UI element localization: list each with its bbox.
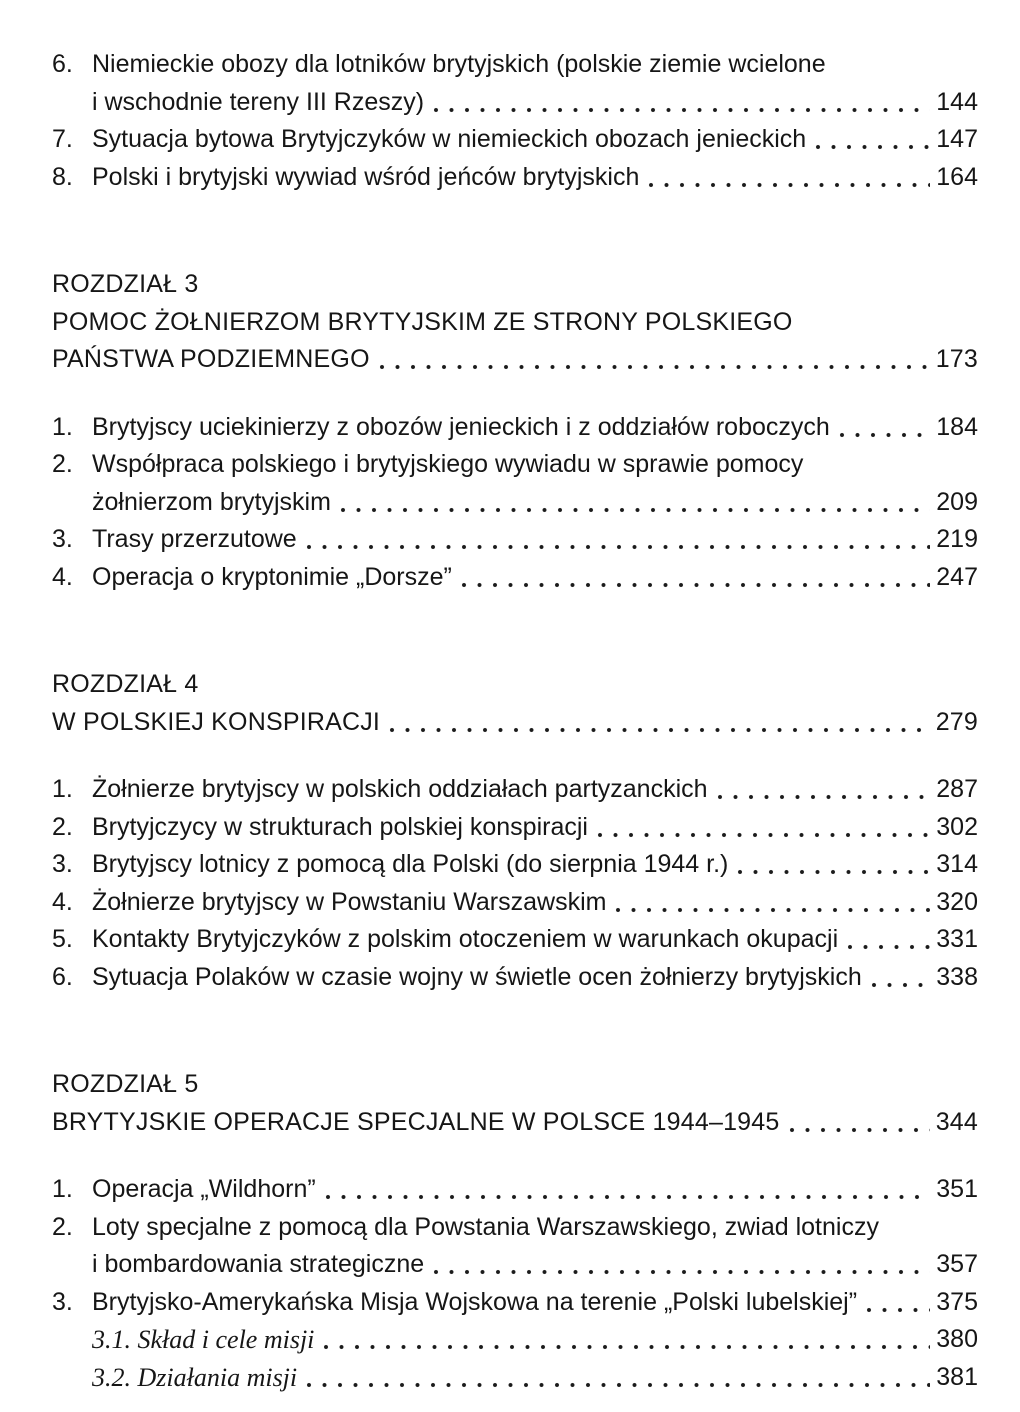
toc-entry bbox=[52, 521, 978, 559]
entry-text-block bbox=[92, 809, 978, 847]
toc-section bbox=[52, 1171, 978, 1396]
chapter-page-number: 344 bbox=[935, 1107, 978, 1136]
entry-text: Niemieckie obozy dla lotników brytyjskich (polskie ziemie wcielone bbox=[92, 50, 826, 78]
toc-entry bbox=[52, 409, 978, 447]
entry-line bbox=[92, 46, 978, 84]
toc-entry bbox=[52, 884, 978, 922]
entry-page-number: 247 bbox=[936, 562, 978, 591]
dot-leader bbox=[389, 704, 930, 742]
entry-text: Operacja o kryptonimie „Dorsze” bbox=[92, 562, 452, 591]
entry-text-block bbox=[92, 1284, 978, 1322]
chapter-heading bbox=[52, 266, 978, 379]
toc-entry bbox=[52, 1171, 978, 1209]
entry-line bbox=[92, 446, 978, 484]
dot-leader bbox=[306, 521, 930, 559]
dot-leader bbox=[789, 1104, 931, 1142]
entry-number: 1. bbox=[52, 1175, 73, 1203]
dot-leader bbox=[340, 484, 930, 522]
entry-page-number: 375 bbox=[936, 1287, 978, 1316]
entry-text: Sytuacja Polaków w czasie wojny w świetle ocen żołnierzy brytyjskich bbox=[92, 962, 862, 991]
entry-line bbox=[92, 959, 978, 997]
entry-text-block bbox=[92, 921, 978, 959]
entry-text-block bbox=[92, 409, 978, 447]
entry-text: Trasy przerzutowe bbox=[92, 525, 297, 553]
entry-text: Polski i brytyjski wywiad wśród jeńców brytyjskich bbox=[92, 162, 640, 191]
entry-page-number: 209 bbox=[936, 487, 978, 516]
entry-page-number: 320 bbox=[936, 887, 978, 916]
toc-entry bbox=[52, 1359, 978, 1397]
toc-section bbox=[52, 46, 978, 196]
entry-number: 5. bbox=[52, 925, 73, 953]
chapter-heading bbox=[52, 1066, 978, 1141]
chapter-title-line: POMOC ŻOŁNIERZOM BRYTYJSKIM ZE STRONY POLSKIEGO bbox=[52, 307, 793, 336]
toc-entry bbox=[52, 1321, 978, 1359]
dot-leader bbox=[847, 921, 930, 959]
dot-leader bbox=[839, 409, 930, 447]
toc-section bbox=[52, 771, 978, 996]
entry-number: 2. bbox=[52, 812, 73, 841]
toc-entry bbox=[52, 121, 978, 159]
entry-number: 7. bbox=[52, 125, 73, 153]
entry-line bbox=[92, 809, 978, 847]
chapter-page-number: 173 bbox=[935, 345, 978, 373]
entry-text-block bbox=[92, 1321, 978, 1359]
chapter-title-line: BRYTYJSKIE OPERACJE SPECJALNE W POLSCE 1944–1945 bbox=[52, 1107, 780, 1136]
entry-text: Brytyjczycy w strukturach polskiej konspiracji bbox=[92, 812, 588, 841]
entry-line bbox=[92, 846, 978, 884]
entry-line bbox=[92, 484, 978, 522]
entry-line bbox=[92, 1359, 978, 1397]
entry-line bbox=[92, 521, 978, 559]
toc-entry bbox=[52, 771, 978, 809]
entry-page-number: 351 bbox=[936, 1175, 978, 1203]
entry-text: Brytyjsko-Amerykańska Misja Wojskowa na terenie „Polski lubelskiej” bbox=[92, 1287, 858, 1316]
entry-text: 3.2. Działania misji bbox=[92, 1362, 298, 1392]
chapter-title-row bbox=[52, 341, 978, 379]
entry-line bbox=[92, 1209, 978, 1247]
entry-page-number: 314 bbox=[936, 850, 978, 878]
entry-text: Brytyjscy uciekinierzy z obozów jenieckich i z oddziałów roboczych bbox=[92, 412, 830, 441]
entry-line bbox=[92, 921, 978, 959]
entry-page-number: 144 bbox=[936, 87, 978, 116]
entry-number: 4. bbox=[52, 887, 73, 916]
chapter-title-row bbox=[52, 704, 978, 742]
entry-text-block bbox=[92, 884, 978, 922]
entry-number: 1. bbox=[52, 412, 73, 441]
entry-text-block bbox=[92, 1359, 978, 1397]
chapter-heading bbox=[52, 666, 978, 741]
dot-leader bbox=[306, 1359, 930, 1397]
dot-leader bbox=[866, 1284, 930, 1322]
entry-line bbox=[92, 884, 978, 922]
entry-text: Współpraca polskiego i brytyjskiego wywiadu w sprawie pomocy bbox=[92, 450, 804, 478]
entry-page-number: 184 bbox=[936, 412, 978, 441]
entry-text-block bbox=[92, 846, 978, 884]
entry-line bbox=[92, 159, 978, 197]
toc-entry bbox=[52, 846, 978, 884]
dot-leader bbox=[815, 121, 930, 159]
entry-line bbox=[92, 1246, 978, 1284]
entry-text: Brytyjscy lotnicy z pomocą dla Polski (do sierpnia 1944 r.) bbox=[92, 850, 729, 878]
entry-number: 6. bbox=[52, 962, 73, 991]
entry-text: Żołnierze brytyjscy w Powstaniu Warszawskim bbox=[92, 887, 607, 916]
entry-line bbox=[92, 559, 978, 597]
entry-text: Kontakty Brytyjczyków z polskim otoczeniem w warunkach okupacji bbox=[92, 925, 839, 953]
entry-text-block bbox=[92, 121, 978, 159]
entry-line bbox=[92, 121, 978, 159]
entry-text-block bbox=[92, 521, 978, 559]
chapter-label: ROZDZIAŁ 3 bbox=[52, 270, 199, 298]
toc-entry bbox=[52, 809, 978, 847]
entry-text-block bbox=[92, 46, 978, 121]
chapter-label: ROZDZIAŁ 5 bbox=[52, 1070, 199, 1098]
entry-page-number: 331 bbox=[936, 925, 978, 953]
entry-text-block bbox=[92, 446, 978, 521]
entry-text-block bbox=[92, 959, 978, 997]
entry-page-number: 287 bbox=[936, 775, 978, 803]
entry-text: 3.1. Skład i cele misji bbox=[92, 1325, 315, 1354]
entry-number: 3. bbox=[52, 1287, 73, 1316]
toc-entry bbox=[52, 46, 978, 121]
toc-entry bbox=[52, 1284, 978, 1322]
toc-entry bbox=[52, 959, 978, 997]
dot-leader bbox=[323, 1321, 930, 1359]
entry-text: żołnierzom brytyjskim bbox=[92, 487, 331, 516]
entry-number: 1. bbox=[52, 775, 73, 803]
entry-line bbox=[92, 1284, 978, 1322]
chapter-page-number: 279 bbox=[935, 707, 978, 736]
entry-number: 2. bbox=[52, 450, 73, 478]
toc-section bbox=[52, 409, 978, 597]
toc-entry bbox=[52, 559, 978, 597]
entry-page-number: 380 bbox=[936, 1325, 978, 1353]
toc-entry bbox=[52, 159, 978, 197]
entry-number: 8. bbox=[52, 162, 73, 191]
entry-page-number: 381 bbox=[936, 1362, 978, 1391]
dot-leader bbox=[615, 884, 930, 922]
toc-entry bbox=[52, 1209, 978, 1284]
dot-leader bbox=[379, 341, 930, 379]
entry-page-number: 338 bbox=[936, 962, 978, 991]
chapter-label: ROZDZIAŁ 4 bbox=[52, 670, 199, 698]
entry-number: 6. bbox=[52, 50, 73, 78]
dot-leader bbox=[433, 84, 930, 122]
entry-text: i bombardowania strategiczne bbox=[92, 1250, 425, 1278]
entry-text: Operacja „Wildhorn” bbox=[92, 1175, 316, 1203]
entry-text: Sytuacja bytowa Brytyjczyków w niemieckich obozach jenieckich bbox=[92, 125, 807, 153]
dot-leader bbox=[325, 1171, 930, 1209]
entry-line bbox=[92, 1171, 978, 1209]
entry-line bbox=[92, 771, 978, 809]
chapter-title-row bbox=[52, 1104, 978, 1142]
chapter-title-line: PAŃSTWA PODZIEMNEGO bbox=[52, 345, 370, 373]
entry-number: 4. bbox=[52, 562, 73, 591]
entry-number: 2. bbox=[52, 1212, 73, 1241]
entry-page-number: 302 bbox=[936, 812, 978, 841]
entry-page-number: 219 bbox=[936, 525, 978, 553]
dot-leader bbox=[433, 1246, 930, 1284]
entry-text-block bbox=[92, 159, 978, 197]
entry-text-block bbox=[92, 559, 978, 597]
dot-leader bbox=[717, 771, 930, 809]
entry-text-block bbox=[92, 1171, 978, 1209]
entry-page-number: 357 bbox=[936, 1250, 978, 1278]
toc-entry bbox=[52, 446, 978, 521]
entry-number: 3. bbox=[52, 525, 73, 553]
entry-text: i wschodnie tereny III Rzeszy) bbox=[92, 87, 425, 116]
entry-line bbox=[92, 1321, 978, 1359]
chapter-title-line: W POLSKIEJ KONSPIRACJI bbox=[52, 707, 381, 736]
dot-leader bbox=[871, 959, 930, 997]
entry-page-number: 147 bbox=[936, 125, 978, 153]
entry-line bbox=[92, 409, 978, 447]
entry-text: Żołnierze brytyjscy w polskich oddziałach partyzanckich bbox=[92, 775, 708, 803]
toc-entry bbox=[52, 921, 978, 959]
dot-leader bbox=[648, 159, 930, 197]
entry-number: 3. bbox=[52, 850, 73, 878]
dot-leader bbox=[461, 559, 930, 597]
dot-leader bbox=[597, 809, 930, 847]
entry-text: Loty specjalne z pomocą dla Powstania Warszawskiego, zwiad lotniczy bbox=[92, 1212, 879, 1241]
entry-line bbox=[92, 84, 978, 122]
entry-text-block bbox=[92, 771, 978, 809]
dot-leader bbox=[737, 846, 930, 884]
entry-page-number: 164 bbox=[936, 162, 978, 191]
entry-text-block bbox=[92, 1209, 978, 1284]
